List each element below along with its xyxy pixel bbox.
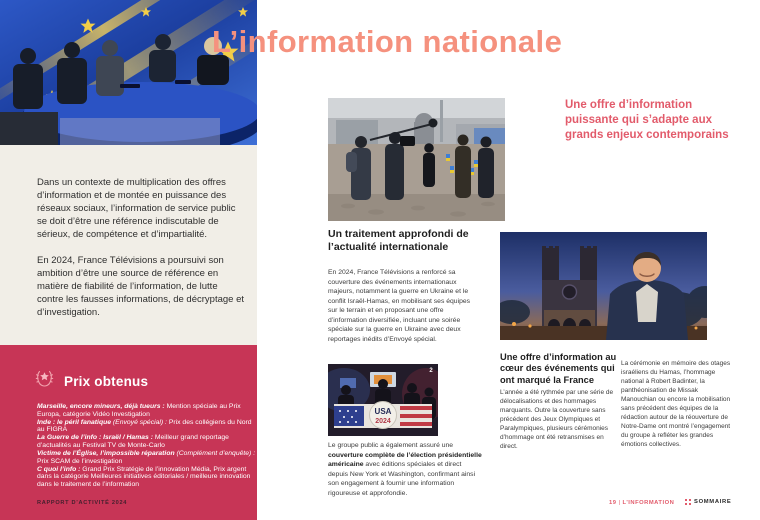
usa-body-bold: couverture complète de l’élection présidentielle américaine bbox=[328, 451, 482, 469]
awards-title: Prix obtenus bbox=[64, 373, 149, 389]
footer-separator: | bbox=[618, 500, 621, 506]
laurel-star-icon bbox=[34, 368, 55, 394]
international-heading: Un traitement approfondi de l’actualité internationale bbox=[328, 228, 469, 253]
notre-dame-presenter-illustration bbox=[500, 232, 707, 340]
page-title: L’information nationale bbox=[212, 24, 563, 59]
usa-election-studio-illustration bbox=[328, 364, 438, 436]
awards-heading bbox=[34, 368, 148, 394]
intro-text bbox=[37, 176, 245, 319]
sommaire-grid-icon bbox=[685, 499, 691, 505]
award-item: Inde : le péril fanatique (Envoyé spécial) : Prix des collégiens du Nord au FIGRA bbox=[37, 418, 252, 434]
channel-2-logo: 2 bbox=[429, 368, 433, 374]
usa-logo-line2: 2024 bbox=[375, 418, 391, 425]
intro-paragraph-2: En 2024, France Télévisions a poursuivi son ambition d’être une source de référence en matière de fiabilité de l’information, de lutte contre les fausses informations, de décryptage et d’investigation. bbox=[37, 254, 245, 318]
ukraine-reporting-illustration bbox=[328, 98, 505, 221]
offer-headline: Une offre d’information puissante qui s’adapte aux grands enjeux contemporains bbox=[565, 99, 729, 142]
usa-election-studio-photo bbox=[328, 364, 438, 436]
ukraine-reporting-photo bbox=[328, 98, 505, 221]
footer-page-indicator bbox=[609, 500, 674, 506]
award-item: Marseille, encore mineurs, déjà tueurs : Mention spéciale au Prix Europa, catégorie Vidéo Investigation bbox=[37, 403, 241, 418]
studio-eu-illustration bbox=[0, 0, 257, 145]
studio-eu-photo bbox=[0, 0, 257, 145]
awards-list bbox=[37, 403, 257, 489]
report-footer-label: RAPPORT D’ACTIVITÉ 2024 bbox=[37, 500, 128, 506]
events-body-col2: La cérémonie en mémoire des otages israéliens du Hamas, l’hommage national à Robert Badinter, la panthéonisation de Missak Manouchian ou encore la mobilisation sans précédent des équipes de la rédaction autour de la réouverture de Notre-Dame ont montré l’engagement du groupe à refléter les grandes émotions collectives. bbox=[621, 360, 731, 448]
international-body: En 2024, France Télévisions a renforcé sa couverture des événements internationaux majeurs, notamment la guerre en Ukraine et le conflit Israël-Hamas, en mobilisant ses équipes sur le terrain et en proposant une offre d’information diversifiée, incluant une soirée spéciale sur la guerre en Ukraine avec deux reportages inédits d’Envoyé spécial. bbox=[328, 269, 471, 343]
footer-page-number: 19 bbox=[609, 500, 617, 506]
usa-logo-line1: USA bbox=[374, 407, 392, 416]
footer-section-label: L’INFORMATION bbox=[622, 500, 675, 506]
events-heading: Une offre d’information au cœur des événements qui ont marqué la France bbox=[500, 352, 617, 385]
intro-paragraph-1: Dans un contexte de multiplication des offres d’information et de montée en puissance des réseaux sociaux, l’information de service public se doit d’être une référence indiscutable de sérieux, de compétence et d’impartialité. bbox=[37, 177, 236, 241]
award-item: C quoi l’info : Grand Prix Stratégie de l’innovation Média, Prix argent dans la catégorie Meilleures initiatives éditoriales / meilleure innovation dans le traitement de l’information bbox=[37, 465, 251, 489]
notre-dame-presenter-photo bbox=[500, 232, 707, 340]
usa-election-body: Le groupe public a également assuré une couverture complète de l’élection présidentielle américaine avec éditions spéciales et direct depuis New York et Washington, confirmant ainsi son engagement à fournir une information rigoureuse et approfondie. bbox=[328, 442, 482, 497]
sommaire-link[interactable] bbox=[685, 499, 731, 505]
events-body-col1: L’année a été rythmée par une série de délocalisations et des hommages marquants. Outre la couverture sans précédent des Jeux Olympiques et Paralympiques, plusieurs cérémonies d’hommage ont été retransmises en direct. bbox=[500, 389, 614, 450]
award-item: Victime de l’Église, l’impossible réparation (Complément d’enquête) : Prix SCAM de l’investigation bbox=[37, 449, 256, 465]
award-item: La Guerre de l’info : Israël / Hamas : Meilleur grand reportage d’actualités au Festival TV de Monte-Carlo bbox=[37, 434, 229, 450]
sommaire-label: SOMMAIRE bbox=[694, 499, 732, 505]
